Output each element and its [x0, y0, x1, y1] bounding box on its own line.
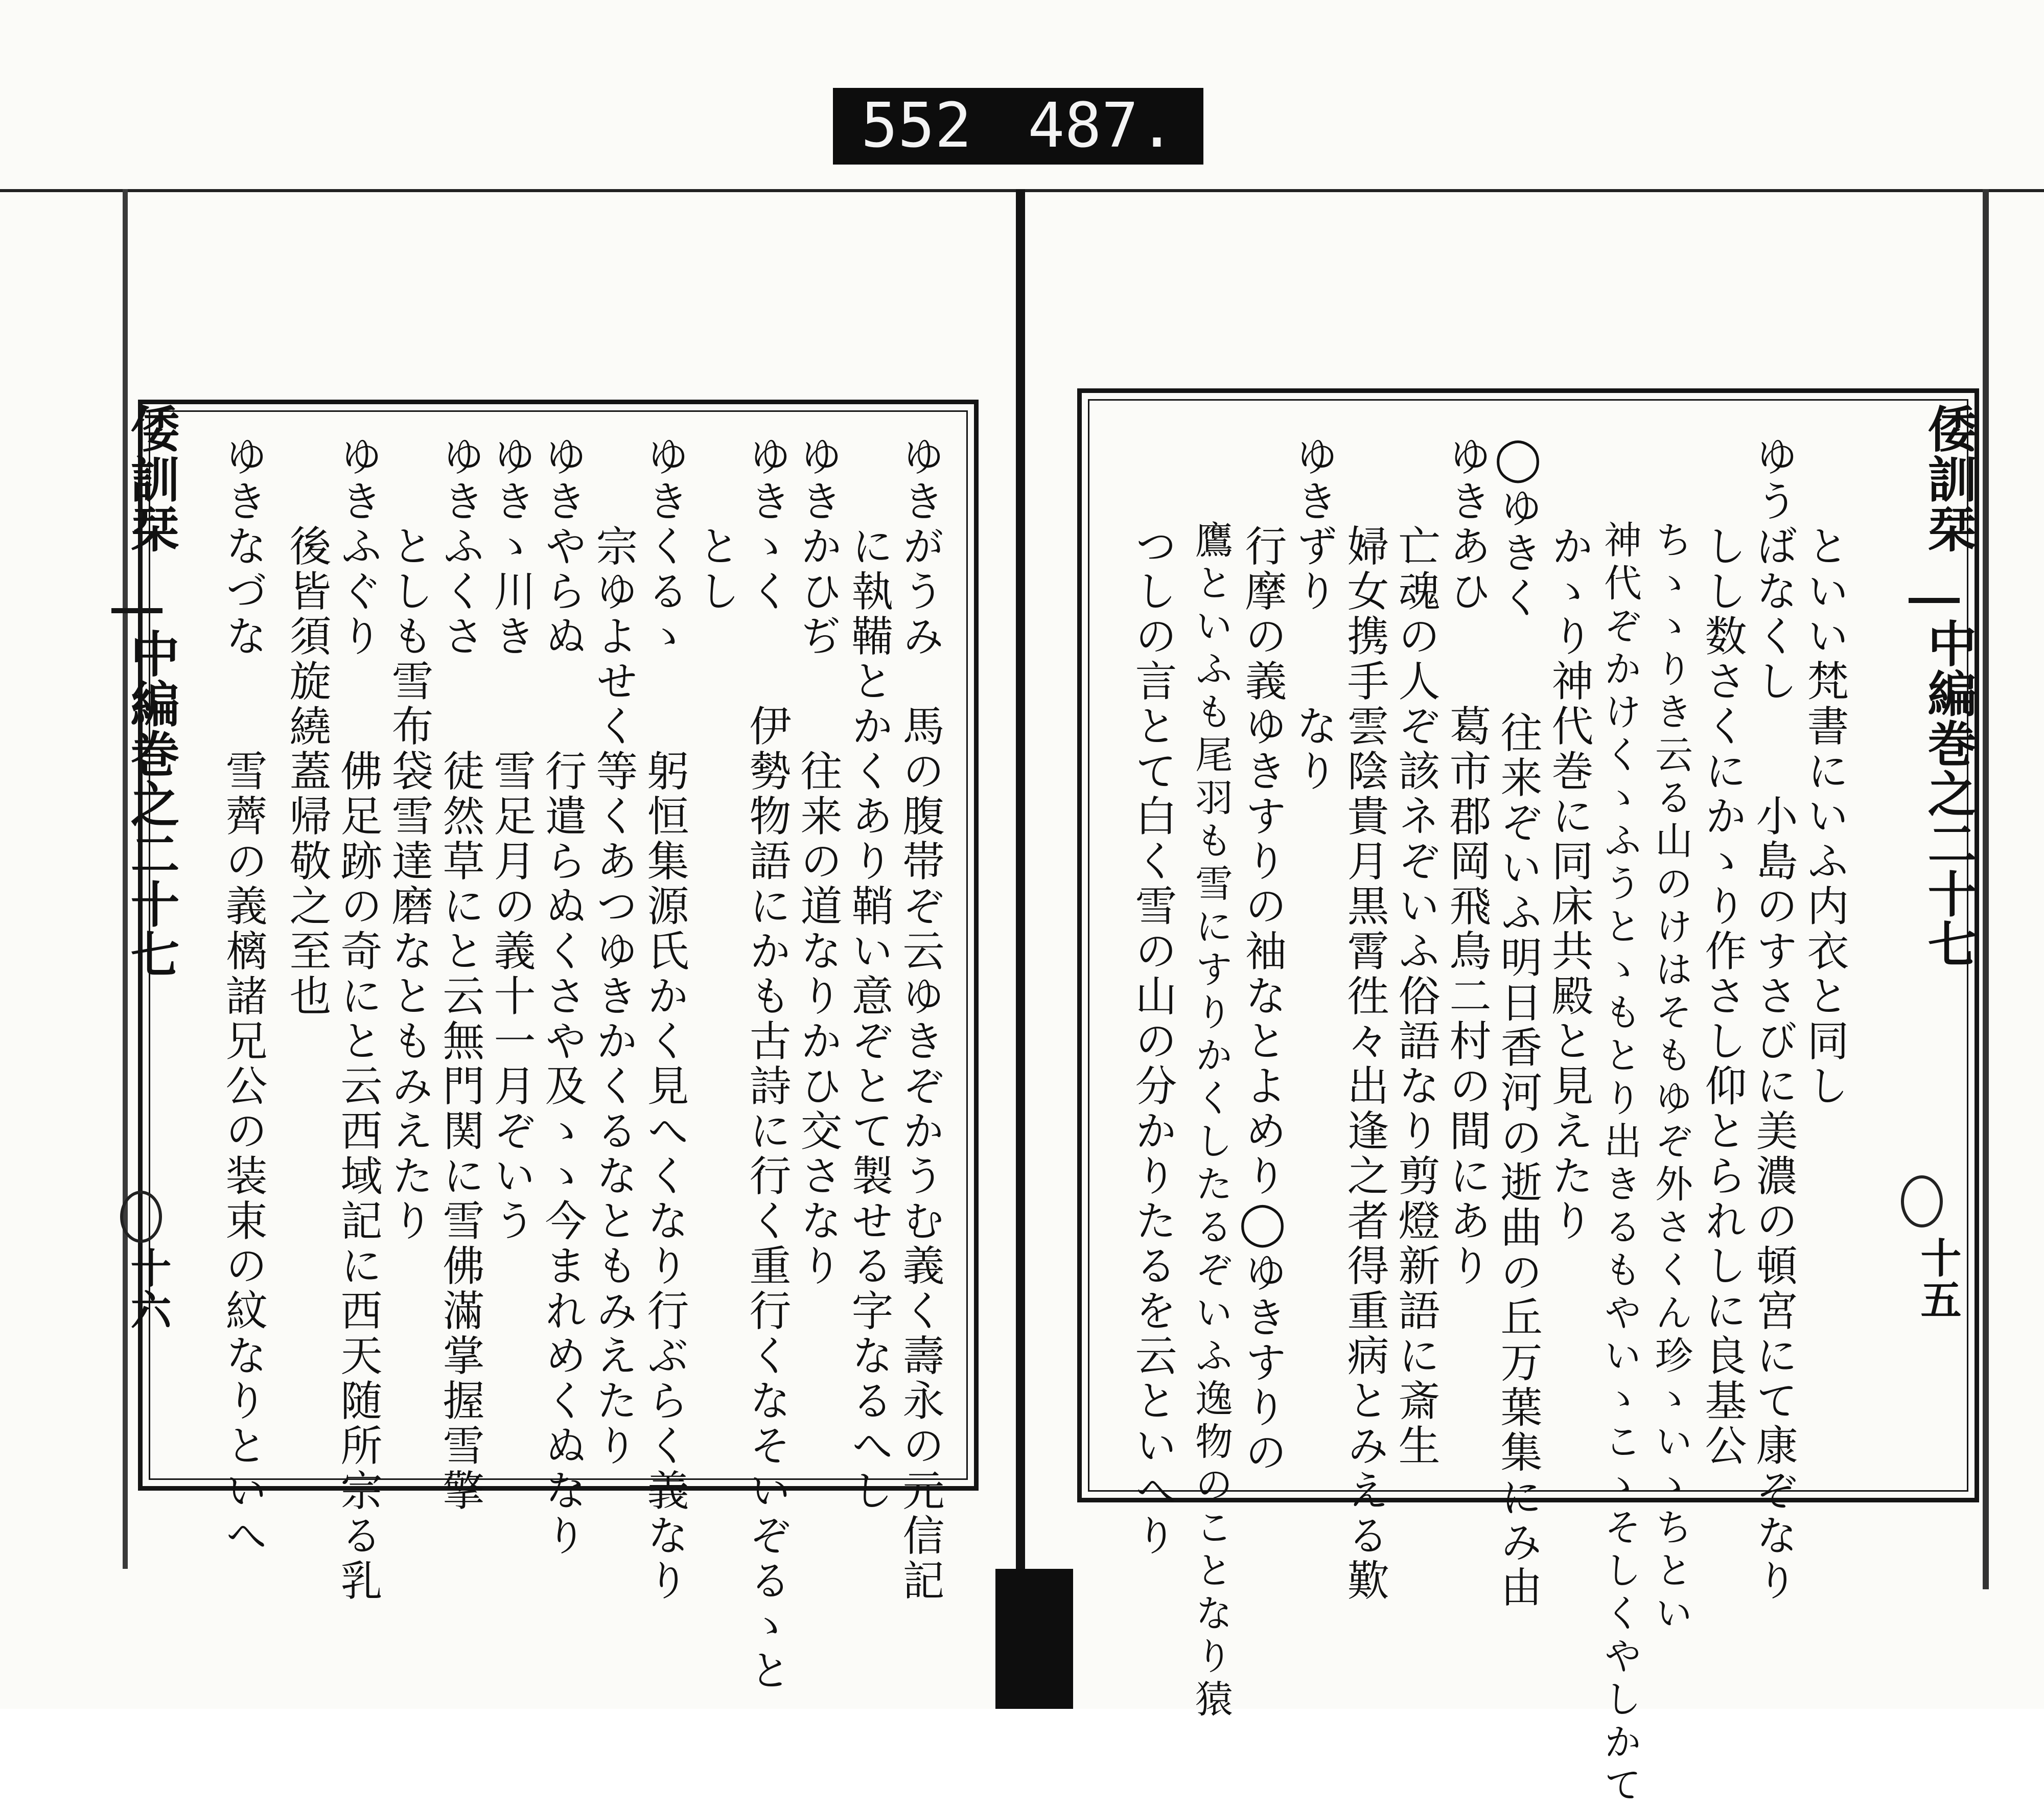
right-col-12: 行摩の義ゆきすりの袖なとよめり◯ゆきすりの: [1238, 434, 1287, 1475]
left-col-11: としも雪布袋雪達磨なともみえたり: [385, 434, 433, 1244]
right-col-5: 神代ぞかけくゝふうとゝもとり出きるもやいゝこゝそしくやしかて: [1598, 434, 1642, 1808]
left-margin-rule: [111, 608, 162, 613]
left-col-8: ゆきやらぬ 行遣らぬくさや及ゝゝ今まれめくぬなり: [538, 434, 587, 1559]
left-col-2: に執鞴とかくあり鞘い意ぞとて製せる字なるへし: [845, 434, 893, 1514]
left-col-12: ゆきふぐり 佛足跡の奇にと云西域記に西天随所宗る乳: [334, 434, 382, 1604]
right-col-8: ゆきあひ 葛市郡岡飛鳥二村の間にあり: [1443, 434, 1491, 1289]
left-col-9: ゆきゝ川き 雪足月の義十一月ぞいう: [487, 434, 536, 1244]
right-col-14: つしの言とて白く雪の山の分かりたるを云といへり: [1128, 434, 1177, 1559]
right-col-6: かゝり神代巻に同床共殿と見えたり: [1545, 434, 1593, 1244]
left-col-1: ゆきがうみ 馬の腹帯ぞ云ゆきぞかうむ義く壽永の元信記: [896, 434, 944, 1604]
right-margin-volume: 中編巻之二十七: [1920, 618, 1978, 969]
left-page-fold-mark: [120, 1191, 162, 1243]
right-margin-rule: [1909, 598, 1960, 603]
right-page-fold-mark: [1901, 1175, 1943, 1227]
right-col-4: ちゝゝりき云る山のけはそもゆぞ外さくん珍ゝいゝちとい: [1649, 434, 1693, 1636]
label-left-number: 552: [861, 90, 972, 161]
spine-shadow: [995, 1569, 1073, 1709]
right-col-7: ◯ゆきく 往来ぞいふ明日香河の逝曲の丘万葉集にみ由: [1494, 434, 1542, 1610]
right-margin-page: 十五: [1914, 1237, 1962, 1320]
left-col-7: 宗ゆよせく等くあつゆきかくるなともみえたり: [589, 434, 638, 1469]
right-col-2: ゆうばなくし 小島のすさびに美濃の頓宮にて康ぞなり: [1749, 434, 1798, 1604]
left-margin-page: 十六: [124, 1247, 172, 1331]
right-col-3: しし数さくにかゝり作さし仰とられしに良基公: [1698, 434, 1747, 1469]
left-col-4: ゆきゝく 伊勢物語にかも古詩に行く重行くなそいぞるゝと: [742, 434, 791, 1694]
left-col-3: ゆきかひぢ 往来の道なりかひ交さなり: [794, 434, 842, 1289]
right-col-10: 婦女携手雲陰貴月黒霄徃々出逢之者得重病とみえる歎: [1340, 434, 1389, 1604]
left-col-6: ゆきくるゝ 躬恒集源氏かく見へくなり行ぶらく義なり: [640, 434, 689, 1604]
left-margin-title: 倭訓栞: [123, 404, 180, 554]
left-col-10: ゆきふくさ 徒然草にと云無門関に雪佛滿掌握雪擎: [436, 434, 484, 1514]
right-col-11: ゆきずり なり: [1289, 434, 1338, 794]
label-right-number: 487.: [1028, 90, 1176, 161]
left-col-5: とし: [691, 434, 740, 614]
book-spine: [1016, 189, 1025, 1709]
left-margin-volume: 中編巻之二十七: [123, 629, 180, 979]
left-col-13: 後皆須旋繞蓋帰敬之至也: [283, 434, 331, 1019]
right-col-9: 亡魂の人ぞ該ネぞいふ俗語なり剪燈新語に斎生: [1391, 434, 1440, 1469]
catalog-label: [833, 88, 1203, 165]
left-col-14: ゆきなづな 雪薺の義樆諸兄公の装束の紋なりといへ: [219, 434, 267, 1559]
right-col-1: といい梵書にいふ内衣と同し: [1800, 434, 1849, 1109]
right-col-13: 鷹といふも尾羽も雪にすりかくしたるぞいふ逸物のことなり猿: [1189, 434, 1233, 1722]
right-margin-title: 倭訓栞: [1920, 404, 1978, 554]
